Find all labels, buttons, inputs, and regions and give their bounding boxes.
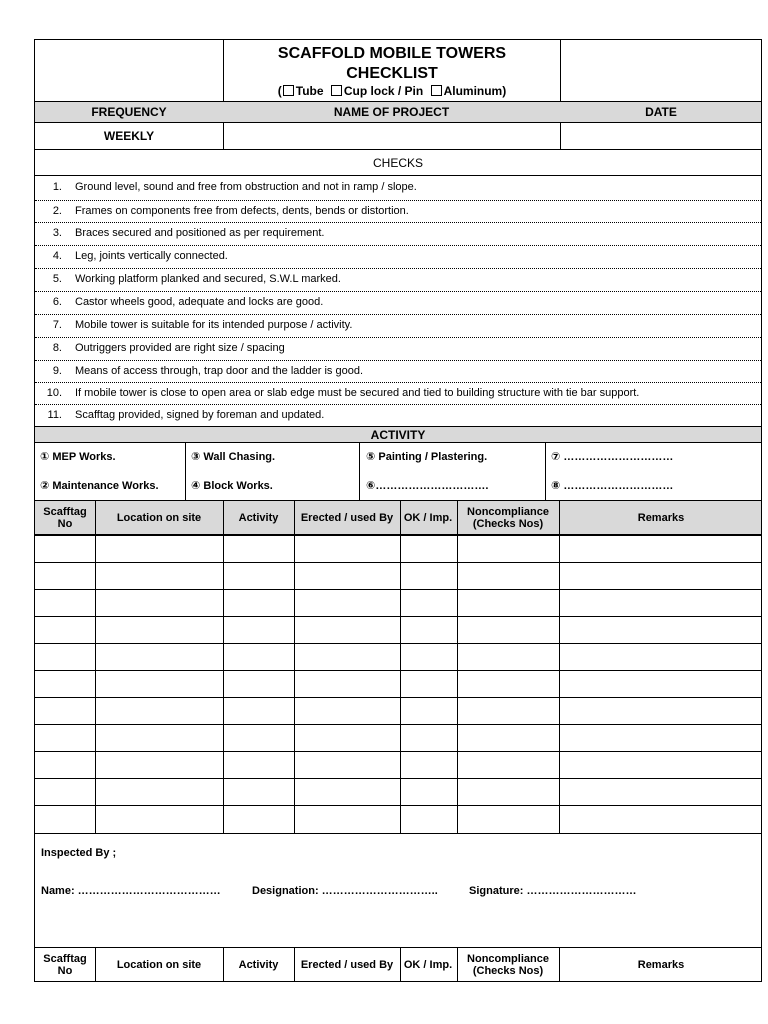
col-header-noncompliance: Noncompliance (Checks Nos)	[467, 505, 549, 530]
frequency-value: WEEKLY	[103, 129, 155, 143]
check-item: 5. Working platform planked and secured, S.W.L marked.	[52, 273, 341, 285]
tube-checkbox[interactable]	[283, 85, 294, 96]
check-item: 1. Ground level, sound and free from obstruction and not in ramp / slope.	[52, 181, 417, 193]
col-header-remarks: Remarks	[637, 511, 685, 524]
activity-option-5: ⑤ Painting / Plastering.	[366, 451, 488, 463]
activity-option-3: ③ Wall Chasing.	[191, 451, 276, 463]
check-item: 8. Outriggers provided are right size / spacing	[52, 342, 285, 354]
cuplock-option-label: Cup lock / Pin	[343, 83, 424, 98]
check-item: 2. Frames on components free from defects, dents, bends or distortion.	[52, 205, 409, 217]
col-header-activity: Activity	[238, 511, 279, 524]
footer-col-location: Location on site	[116, 959, 202, 971]
inspector-name-field[interactable]: Name: …………………………………	[41, 885, 221, 897]
inspector-signature-field[interactable]: Signature: …………………………	[469, 885, 637, 897]
cuplock-checkbox[interactable]	[331, 85, 342, 96]
inspection-table-body[interactable]	[35, 536, 761, 833]
tower-type-options: ( Tube Cup lock / Pin Aluminum)	[277, 83, 507, 98]
project-name-field[interactable]	[224, 123, 560, 149]
activity-option-6: ⑥………………………….	[366, 480, 489, 492]
check-item: 6. Castor wheels good, adequate and locks are good.	[52, 296, 324, 308]
date-field[interactable]	[561, 123, 762, 149]
activity-option-2: ② Maintenance Works.	[40, 480, 159, 492]
project-name-label: NAME OF PROJECT	[333, 105, 450, 119]
checklist-form	[34, 39, 762, 982]
check-item: 7. Mobile tower is suitable for its intended purpose / activity.	[52, 319, 353, 331]
footer-col-erected: Erected / used By	[300, 959, 394, 971]
footer-col-ok: OK / Imp.	[403, 959, 453, 971]
activity-option-4: ④ Block Works.	[191, 480, 273, 492]
check-item: 4. Leg, joints vertically connected.	[52, 250, 228, 262]
check-item: 10. If mobile tower is close to open area or slab edge must be secured and tied to building structure with tie bar support.	[46, 387, 640, 399]
check-item: 11. Scafftag provided, signed by foreman and updated.	[47, 409, 325, 421]
footer-col-scafftag: Scafftag No	[43, 953, 87, 977]
frequency-label: FREQUENCY	[91, 105, 167, 119]
activity-option-8: ⑧ …………………………	[551, 480, 674, 492]
checks-heading: CHECKS	[372, 155, 423, 170]
activity-option-7: ⑦ …………………………	[551, 451, 674, 463]
form-title-line2: CHECKLIST	[346, 64, 438, 82]
footer-col-activity: Activity	[238, 959, 279, 971]
activity-heading: ACTIVITY	[35, 427, 761, 442]
form-title-line1: SCAFFOLD MOBILE TOWERS	[277, 44, 507, 62]
col-header-ok: OK / Imp.	[403, 511, 453, 524]
footer-col-noncompliance: Noncompliance (Checks Nos)	[467, 953, 549, 977]
tube-option-label: Tube	[295, 83, 324, 98]
col-header-scafftag: Scafftag No	[43, 505, 87, 530]
col-header-location: Location on site	[116, 511, 202, 524]
inspector-designation-field[interactable]: Designation: …………………………..	[252, 885, 438, 897]
inspected-by-label: Inspected By ;	[41, 847, 117, 859]
date-label: DATE	[645, 105, 677, 119]
col-header-erected: Erected / used By	[300, 511, 394, 524]
checks-list	[35, 176, 761, 426]
check-item: 3. Braces secured and positioned as per requirement.	[52, 227, 325, 239]
aluminum-option-label: Aluminum)	[443, 83, 507, 98]
aluminum-checkbox[interactable]	[431, 85, 442, 96]
footer-col-remarks: Remarks	[637, 959, 685, 971]
check-item: 9. Means of access through, trap door and the ladder is good.	[52, 365, 364, 377]
activity-option-1: ① MEP Works.	[40, 451, 116, 463]
form-title-block	[223, 40, 561, 101]
